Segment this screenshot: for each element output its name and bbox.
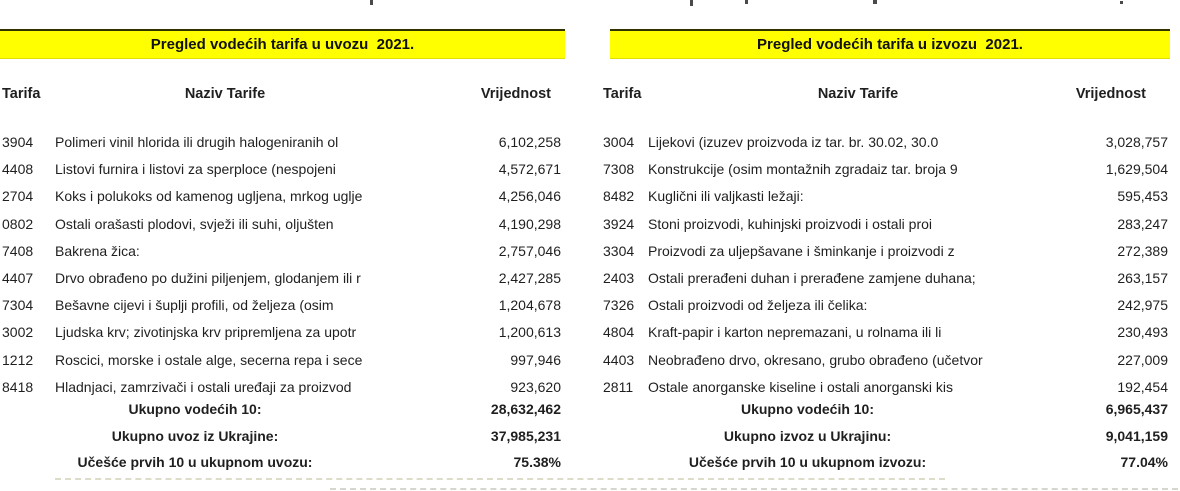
tariff-value: 283,247 [1117,215,1168,232]
tariff-name: Polimeri vinil hlorida ili drugih halogeniranih ol [55,134,339,150]
exports-table [600,0,1170,491]
tariff-name: Ostali orašasti plodovi, svježi ili suhi, oljušten [55,215,334,232]
table-row [0,292,565,319]
tariff-code: 3002 [2,324,34,341]
total-row [0,449,565,476]
tariff-code: 4403 [603,351,635,368]
total-row [600,396,1170,423]
tariff-name: Lijekovi (izuzev proizvoda iz tar. br. 30.02, 30.0 [648,134,939,150]
table-row [0,238,565,265]
tariff-value: 595,453 [1117,188,1168,205]
table-row [600,129,1170,156]
table-row [600,183,1170,210]
exports-rows [600,129,1170,401]
tariff-code: 2811 [603,378,634,395]
tariff-code: 7408 [2,242,34,259]
tariff-value: 1,200,613 [498,324,561,341]
tariff-code: 7304 [2,297,34,314]
tariff-value: 6,102,258 [498,134,561,150]
tariff-code: 7308 [603,161,635,178]
table-row [600,292,1170,319]
column-header-naziv: Naziv Tarife [184,86,266,102]
exports-title-banner [610,29,1170,59]
tariff-value: 2,427,285 [498,269,561,286]
exports-totals [600,396,1170,476]
tariff-code: 1212 [2,351,34,368]
table-row [600,265,1170,292]
tariff-code: 2403 [603,269,635,286]
tariff-value: 4,190,298 [498,215,561,232]
tariff-code: 3304 [603,242,635,259]
tariff-name: Proizvodi za uljepšavane i šminkanje i proizvodi z [648,242,955,259]
table-row [600,347,1170,374]
imports-title: Pregled vodećih tarifa u uvozu 2021. [150,36,415,53]
dotted-separator [330,488,1178,490]
tariff-name: Koks i polukoks od kamenog ugljena, mrkog uglje [55,188,363,205]
tariff-value: 1,629,504 [1105,161,1168,178]
tariff-value: 192,454 [1117,378,1168,395]
total-value: 6,965,437 [1105,401,1168,417]
table-row [600,211,1170,238]
total-value: 75.38% [513,454,561,471]
table-row [600,156,1170,183]
table-row [0,156,565,183]
imports-table [0,0,565,491]
table-row [0,347,565,374]
total-row [600,449,1170,476]
column-header-tarifa: Tarifa [2,86,41,102]
tariff-value: 242,975 [1117,297,1168,314]
tariff-value: 230,493 [1117,324,1168,341]
total-label: Ukupno vodećih 10: [740,401,875,417]
table-row [600,238,1170,265]
table-row [0,319,565,346]
total-row [0,396,565,423]
tariff-name: Hladnjaci, zamrzivači i ostali uređaji za proizvod [55,378,352,395]
tariff-name: Ljudska krv; zivotinjska krv pripremljena za upotr [55,324,357,341]
total-value: 28,632,462 [490,401,561,417]
tariff-value: 1,204,678 [498,297,561,314]
tariff-value: 3,028,757 [1105,134,1168,150]
tariff-code: 3904 [2,134,34,150]
column-header-tarifa: Tarifa [603,86,642,102]
tariff-code: 0802 [2,215,34,232]
total-row [0,423,565,450]
imports-rows [0,129,565,401]
table-row [0,183,565,210]
tariff-name: Ostale anorganske kiseline i ostali anorganski kis [648,378,954,395]
tariff-code: 7326 [603,297,635,314]
tariff-code: 2704 [2,188,34,205]
exports-title: Pregled vodećih tarifa u izvozu 2021. [757,36,1023,53]
total-row [600,423,1170,450]
tariff-code: 4407 [2,269,34,286]
total-label: Ukupno izvoz u Ukrajinu: [723,427,892,444]
tariff-value: 227,009 [1117,351,1168,368]
table-row [0,211,565,238]
total-label: Ukupno vodećih 10: [128,401,262,417]
table-row [0,129,565,156]
total-value: 37,985,231 [490,427,561,444]
tariff-name: Konstrukcije (osim montažnih zgradaiz tar. broja 9 [648,161,958,178]
total-value: 9,041,159 [1105,427,1168,444]
exports-column-headers [600,86,1170,106]
tariff-name: Listovi furnira i listovi za sperploce (nespojeni [55,161,336,178]
tariff-code: 3004 [603,134,635,150]
tariff-name: Bakrena žica: [55,242,140,259]
tariff-name: Kraft-papir i karton nepremazani, u rolnama ili li [648,324,942,341]
imports-totals [0,396,565,476]
tariff-value: 923,620 [510,378,561,395]
tariff-name: Bešavne cijevi i šuplji profili, od željeza (osim [55,297,334,314]
imports-title-banner [0,29,565,59]
column-header-naziv: Naziv Tarife [817,86,899,102]
tariff-name: Neobrađeno drvo, okresano, grubo obrađeno (učetvor [648,351,983,368]
total-value: 77.04% [1120,454,1168,471]
tariff-value: 2,757,046 [498,242,561,259]
dotted-separator [55,478,945,480]
table-row [0,265,565,292]
tariff-name: Kuglični ili valjkasti ležaji: [648,188,804,205]
tariff-code: 8418 [2,378,34,395]
tariff-value: 4,572,671 [498,161,561,178]
table-row [600,319,1170,346]
tariff-code: 3924 [603,215,635,232]
tariff-name: Stoni proizvodi, kuhinjski proizvodi i ostali proi [648,215,933,232]
tariff-value: 997,946 [510,351,561,368]
tariff-name: Roscici, morske i ostale alge, secerna repa i sece [55,351,363,368]
imports-column-headers [0,86,565,106]
tariff-code: 8482 [603,188,635,205]
column-header-vrijednost: Vrijednost [480,86,551,102]
column-header-vrijednost: Vrijednost [1075,86,1146,102]
total-label: Ukupno uvoz iz Ukrajine: [111,427,279,444]
total-label: Učešće prvih 10 u ukupnom izvozu: [688,454,927,471]
tariff-name: Ostali prerađeni duhan i prerađene zamjene duhana; [648,269,976,286]
tariff-code: 4408 [2,161,34,178]
tariff-name: Ostali proizvodi od željeza ili čelika: [648,297,868,314]
tariff-name: Drvo obrađeno po dužini piljenjem, glodanjem ili r [55,269,361,286]
tariff-value: 263,157 [1117,269,1168,286]
tariff-code: 4804 [603,324,635,341]
tariff-value: 4,256,046 [498,188,561,205]
tariff-value: 272,389 [1117,242,1168,259]
total-label: Učešće prvih 10 u ukupnom uvozu: [77,454,313,471]
